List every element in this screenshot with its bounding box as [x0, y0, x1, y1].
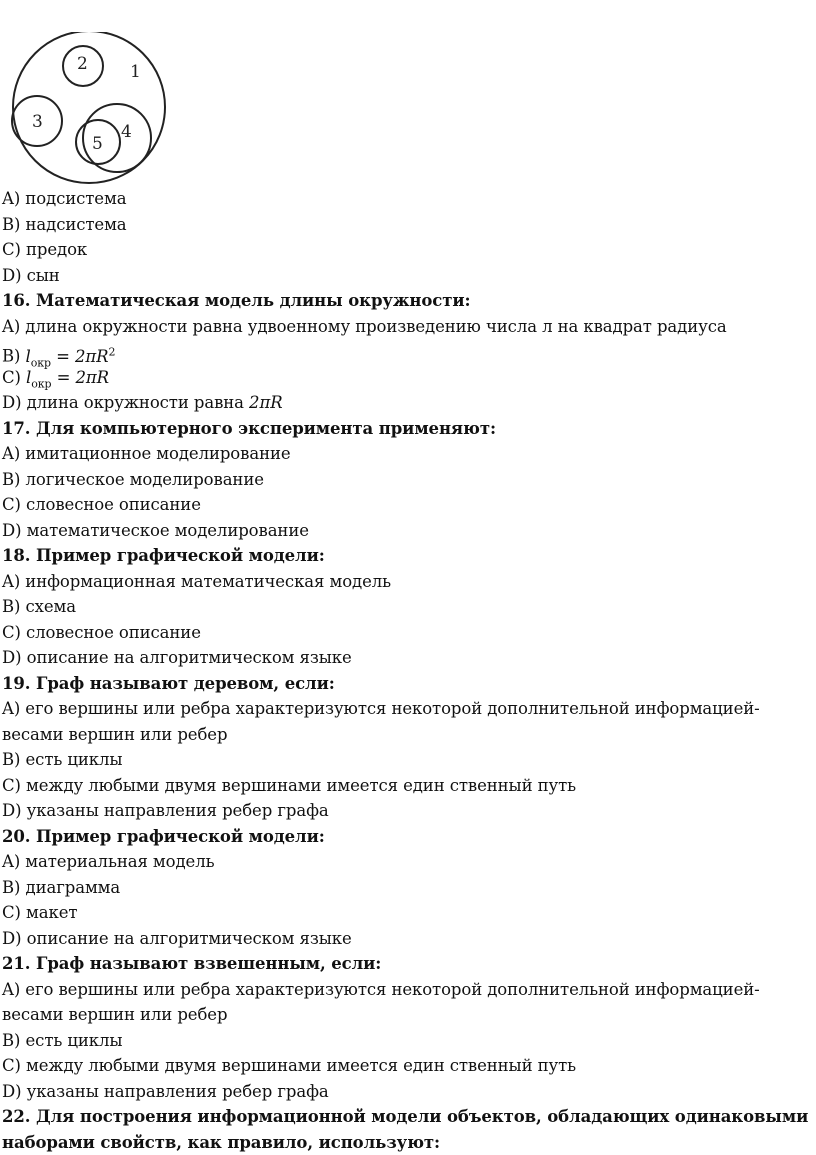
q19-title: 19. Граф называют деревом, если: [0, 671, 816, 697]
formula-b-l: l [26, 347, 31, 366]
label-1: 1 [130, 62, 141, 82]
q16-option-d-text: D) длина окружности равна [2, 393, 244, 412]
q17-title: 17. Для компьютерного эксперимента применяют: [0, 416, 816, 442]
q21-option-c: C) между любыми двумя вершинами имеется един ственный путь [0, 1053, 816, 1079]
formula-c [26, 368, 109, 387]
q17-option-d: D) математическое моделирование [0, 518, 816, 544]
q17-option-a: A) имитационное моделирование [0, 441, 816, 467]
formula-c-l: l [26, 368, 31, 387]
q19-option-b: B) есть циклы [0, 747, 816, 773]
label-5: 5 [92, 134, 103, 154]
q21-title: 21. Граф называют взвешенным, если: [0, 951, 816, 977]
q16-option-d [0, 390, 816, 416]
q18-option-c: C) словесное описание [0, 620, 816, 646]
q20-title: 20. Пример графической модели: [0, 824, 816, 850]
q16-option-b-prefix: B) [2, 347, 20, 366]
q15-option-a: A) подсистема [0, 186, 816, 212]
q20-option-c: C) макет [0, 900, 816, 926]
q16-title: 16. Математическая модель длины окружности: [0, 288, 816, 314]
q19-option-a-line2: весами вершин или ребер [0, 722, 816, 748]
q18-option-d: D) описание на алгоритмическом языке [0, 645, 816, 671]
q22-title-line2: наборами свойств, как правило, используют: [0, 1130, 816, 1155]
formula-b-eq: = 2πR [51, 347, 108, 366]
q20-option-b: B) диаграмма [0, 875, 816, 901]
label-2: 2 [77, 54, 88, 74]
q15-option-b: B) надсистема [0, 212, 816, 238]
q21-option-a-line1: A) его вершины или ребра характеризуются некоторой дополнительной информацией- [0, 977, 816, 1003]
formula-b [26, 347, 116, 366]
q18-option-b: B) схема [0, 594, 816, 620]
q17-option-b: B) логическое моделирование [0, 467, 816, 493]
nested-circles-diagram [8, 32, 178, 192]
formula-c-sub: окр [31, 377, 51, 390]
q20-option-d: D) описание на алгоритмическом языке [0, 926, 816, 952]
q18-option-a: A) информационная математическая модель [0, 569, 816, 595]
label-4: 4 [121, 122, 132, 142]
q18-title: 18. Пример графической модели: [0, 543, 816, 569]
q16-option-a: A) длина окружности равна удвоенному произведению числа л на квадрат радиуса [0, 314, 816, 340]
q21-option-a-line2: весами вершин или ребер [0, 1002, 816, 1028]
q16-option-c [0, 365, 816, 391]
q16-option-c-prefix: C) [2, 368, 21, 387]
q21-option-b: B) есть циклы [0, 1028, 816, 1054]
q15-option-d: D) сын [0, 263, 816, 289]
formula-b-sub: окр [31, 356, 51, 369]
formula-d: 2πR [249, 393, 282, 412]
q17-option-c: C) словесное описание [0, 492, 816, 518]
q22-title-line1: 22. Для построения информационной модели объектов, обладающих одинаковыми [0, 1104, 816, 1130]
q19-option-a-line1: A) его вершины или ребра характеризуются некоторой дополнительной информацией- [0, 696, 816, 722]
formula-c-eq: = 2πR [51, 368, 108, 387]
q19-option-d: D) указаны направления ребер графа [0, 798, 816, 824]
q15-option-c: C) предок [0, 237, 816, 263]
formula-b-sup: 2 [108, 345, 115, 358]
q21-option-d: D) указаны направления ребер графа [0, 1079, 816, 1105]
q16-option-b [0, 339, 816, 365]
q19-option-c: C) между любыми двумя вершинами имеется един ственный путь [0, 773, 816, 799]
q20-option-a: A) материальная модель [0, 849, 816, 875]
document-body [0, 186, 816, 1155]
label-3: 3 [32, 112, 43, 132]
